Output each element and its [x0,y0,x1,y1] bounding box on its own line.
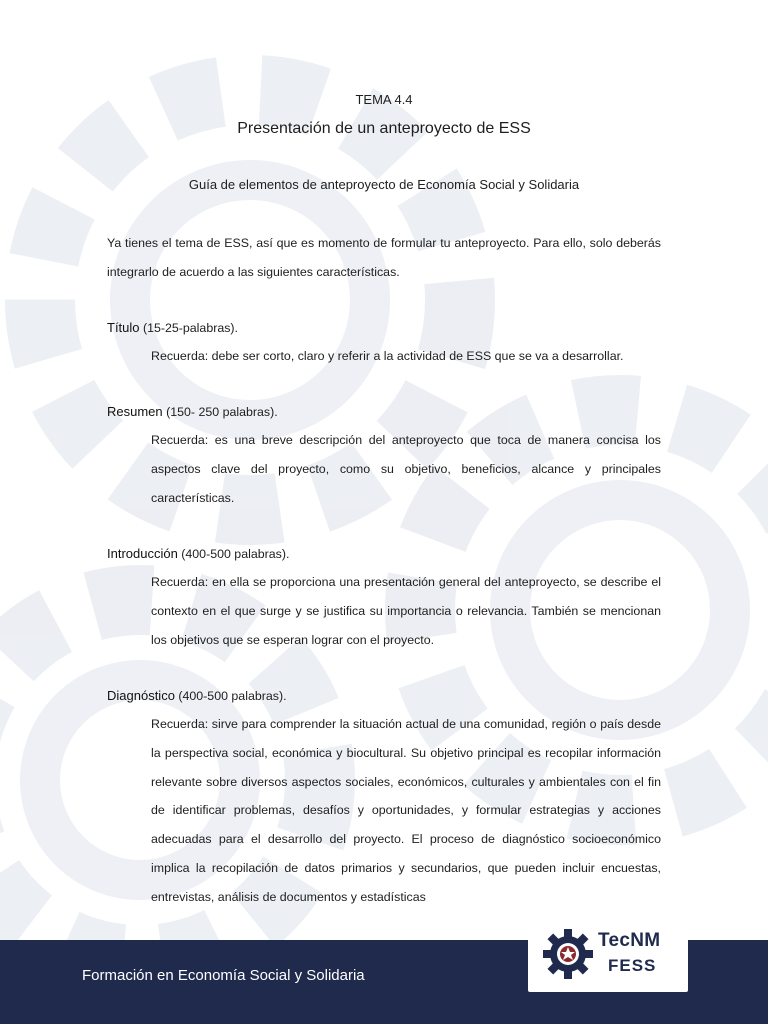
section-body: Recuerda: es una breve descripción del anteproyecto que toca de manera concisa los aspectos clave del proyecto, como su objetivo, beneficios, alcance y principales características. [151,433,661,505]
section-resumen [107,398,661,512]
intro-paragraph: Ya tienes el tema de ESS, así que es momento de formular tu anteproyecto. Para ello, solo deberás integrarlo de acuerdo a las siguientes características. [107,236,661,279]
section-body: Recuerda: sirve para comprender la situación actual de una comunidad, región o país desde la perspectiva social, económica y biocultural. Su objetivo principal es recopilar información relevante sobre diversos aspectos sociales, económicos, culturales y ambientales con el fin de identificar problemas, desafíos y oportunidades, y formular estrategias y acciones adecuadas para el desarrollo del proyecto. El proceso de diagnóstico socioeconómico implica la recopilación de datos primarios y secundarios, que pueden incluir encuestas, entrevistas, análisis de documentos y estadísticas [151,717,661,904]
section-term: Título [107,320,140,335]
section-term: Resumen [107,404,163,419]
section-titulo [107,314,661,371]
section-range: (15-25-palabras). [139,321,238,335]
gear-icon [542,928,594,980]
footer-text: Formación en Economía Social y Solidaria [82,967,365,984]
section-heading [107,682,661,710]
section-term: Diagnóstico [107,688,175,703]
section-range: (400-500 palabras). [174,689,287,703]
logo-fess-text: FESS [608,956,657,975]
tecnm-logo [528,914,688,992]
section-body: Recuerda: en ella se proporciona una presentación general del anteproyecto, se describe el contexto en el que surge y se justifica su importancia o relevancia. También se mencionan los objetivos que se esperan lograr con el proyecto. [151,575,661,647]
section-heading [107,398,661,426]
topic-number: TEMA 4.4 [355,92,413,107]
logo-tecnm-text: TecNM [598,930,661,951]
section-heading [107,314,661,342]
page-subtitle: Guía de elementos de anteproyecto de Economía Social y Solidaria [188,177,580,192]
page-title: Presentación de un anteproyecto de ESS [237,120,531,137]
section-term: Introducción [107,546,178,561]
section-diagnostico [107,682,661,912]
section-introduccion [107,540,661,654]
section-body: Recuerda: debe ser corto, claro y referir a la actividad de ESS que se va a desarrollar. [151,349,624,363]
section-range: (400-500 palabras). [177,547,290,561]
section-range: (150- 250 palabras). [162,405,278,419]
section-heading [107,540,661,568]
